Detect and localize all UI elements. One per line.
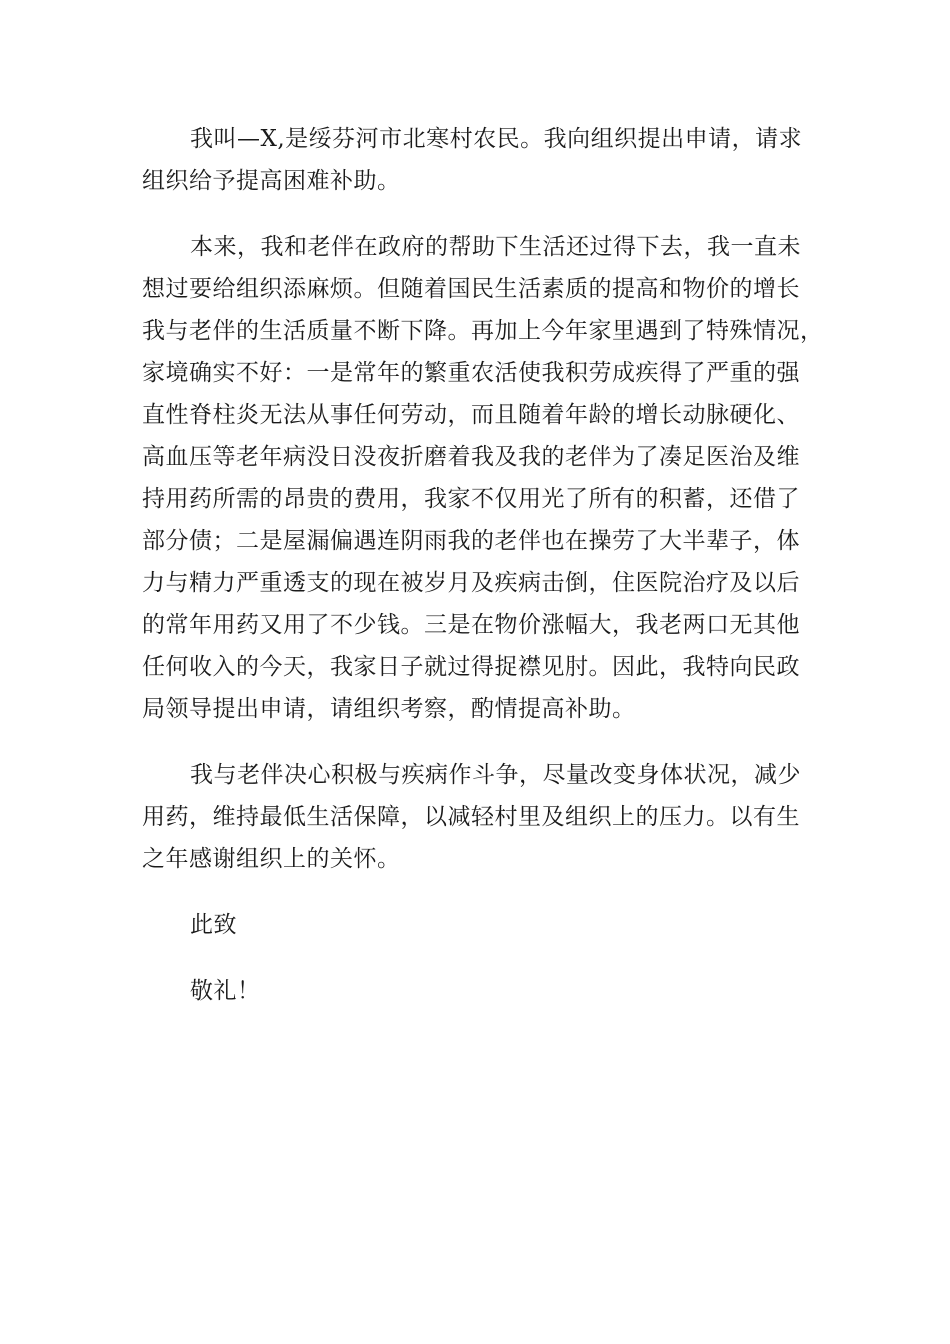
paragraph-line: 任何收入的今天，我家日子就过得捉襟见肘。因此，我特向民政 bbox=[142, 654, 800, 680]
paragraph-1 bbox=[142, 118, 808, 202]
paragraph-2 bbox=[142, 226, 824, 730]
paragraph-line: 的常年用药又用了不少钱。三是在物价涨幅大，我老两口无其他 bbox=[142, 612, 800, 638]
paragraph-line: 直性脊柱炎无法从事任何劳动，而且随着年龄的增长动脉硬化、 bbox=[142, 402, 800, 428]
paragraph-line: 家境确实不好：一是常年的繁重农活使我积劳成疾得了严重的强 bbox=[142, 360, 800, 386]
paragraph-line: 高血压等老年病没日没夜折磨着我及我的老伴为了凑足医治及维 bbox=[142, 444, 800, 470]
paragraph-line: 持用药所需的昂贵的费用，我家不仅用光了所有的积蓄，还借了 bbox=[142, 486, 800, 512]
paragraph-line: 敬礼！ bbox=[190, 978, 261, 1004]
paragraph-3 bbox=[142, 754, 808, 880]
paragraph-line: 想过要给组织添麻烦。但随着国民生活素质的提高和物价的增长 bbox=[142, 276, 800, 302]
paragraph-line: 用药，维持最低生活保障，以减轻村里及组织上的压力。以有生 bbox=[142, 804, 800, 830]
paragraph-line: 我与老伴决心积极与疾病作斗争，尽量改变身体状况，减少 bbox=[190, 762, 801, 788]
closing-salutation bbox=[142, 904, 808, 946]
paragraph-line: 之年感谢组织上的关怀。 bbox=[142, 846, 401, 872]
paragraph-line: 局领导提出申请，请组织考察，酌情提高补助。 bbox=[142, 696, 636, 722]
closing-regards bbox=[142, 970, 808, 1012]
paragraph-line: 力与精力严重透支的现在被岁月及疾病击倒，住医院治疗及以后 bbox=[142, 570, 800, 596]
paragraph-line: 此致 bbox=[190, 912, 237, 938]
paragraph-line: 我与老伴的生活质量不断下降。再加上今年家里遇到了特殊情况， bbox=[142, 318, 824, 344]
paragraph-line: 组织给予提高困难补助。 bbox=[142, 168, 401, 194]
paragraph-line: 本来，我和老伴在政府的帮助下生活还过得下去，我一直未 bbox=[190, 234, 801, 260]
paragraph-line: 部分债；二是屋漏偏遇连阴雨我的老伴也在操劳了大半辈子，体 bbox=[142, 528, 800, 554]
paragraph-line: 我叫—X,是绥芬河市北寒村农民。我向组织提出申请，请求 bbox=[190, 126, 803, 152]
document-body bbox=[142, 118, 824, 1012]
